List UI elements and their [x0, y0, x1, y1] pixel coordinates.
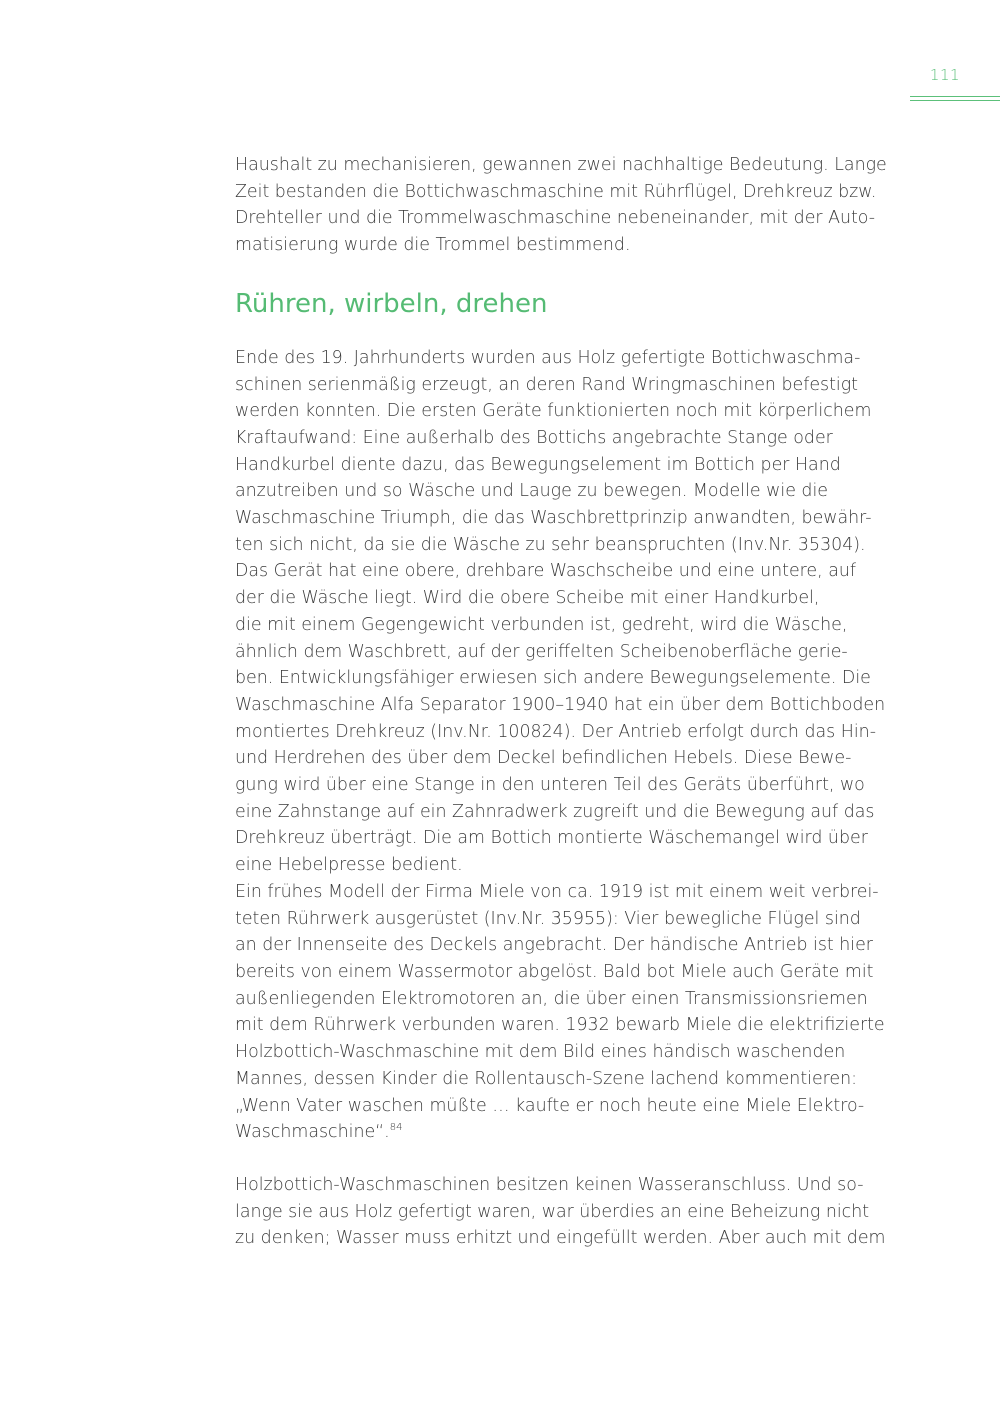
body-paragraph-continued	[235, 1172, 899, 1252]
text-line: ten sich nicht, da sie die Wäsche zu sehr beanspruchten (Inv.Nr. 35304).	[235, 534, 866, 555]
text-line: Waschmaschine Triumph, die das Waschbrettprinzip anwandten, bewähr-	[235, 508, 872, 529]
text-line: Ein frühes Modell der Firma Miele von ca. 1919 ist mit einem weit verbrei-	[235, 881, 879, 902]
paragraph-gap	[235, 1146, 899, 1172]
page-content	[235, 152, 899, 1252]
text-line: eine Hebelpresse bedient.	[235, 855, 463, 876]
text-line: Kraftaufwand: Eine außerhalb des Bottichs angebrachte Stange oder	[235, 427, 833, 448]
last-line-text: Waschmaschine“.	[235, 1122, 390, 1143]
text-line: lange sie aus Holz gefertigt waren, war überdies an eine Beheizung nicht	[235, 1201, 870, 1222]
page-number-rule-bottom	[910, 100, 1000, 101]
text-line: ähnlich dem Waschbrett, auf der geriffelten Scheibenoberfläche gerie-	[235, 641, 848, 662]
page-number: 111	[929, 66, 961, 84]
body-paragraph-main	[235, 345, 899, 1146]
text-line: gung wird über eine Stange in den unteren Teil des Geräts überführt, wo	[235, 775, 865, 796]
text-line: Waschmaschine Alfa Separator 1900–1940 hat ein über dem Bottichboden	[235, 694, 886, 715]
text-line: zu denken; Wasser muss erhitzt und eingefüllt werden. Aber auch mit dem	[235, 1228, 886, 1249]
text-line: die mit einem Gegengewicht verbunden ist, gedreht, wird die Wäsche,	[235, 614, 848, 635]
text-line: bereits von einem Wassermotor abgelöst. Bald bot Miele auch Geräte mit	[235, 961, 874, 982]
text-line: schinen serienmäßig erzeugt, an deren Rand Wringmaschinen befestigt	[235, 374, 859, 395]
text-line: Mannes, dessen Kinder die Rollentausch-Szene lachend kommentieren:	[235, 1068, 858, 1089]
text-line: montiertes Drehkreuz (Inv.Nr. 100824). Der Antrieb erfolgt durch das Hin-	[235, 721, 876, 742]
text-line: Zeit bestanden die Bottichwaschmaschine mit Rührflügel, Drehkreuz bzw.	[235, 181, 877, 202]
text-line: Das Gerät hat eine obere, drehbare Waschscheibe und eine untere, auf	[235, 561, 856, 582]
text-line: Ende des 19. Jahrhunderts wurden aus Holz gefertigte Bottichwaschma-	[235, 347, 861, 368]
text-line: ben. Entwicklungsfähiger erwiesen sich andere Bewegungselemente. Die	[235, 668, 871, 689]
section-heading: Rühren, wirbeln, drehen	[235, 288, 548, 319]
footnote-reference[interactable]: 84	[389, 1122, 403, 1134]
page-number-rule-top	[910, 96, 1000, 97]
text-line: matisierung wurde die Trommel bestimmend.	[235, 235, 631, 256]
text-line: eine Zahnstange auf ein Zahnradwerk zugreift und die Bewegung auf das	[235, 801, 875, 822]
text-line: anzutreiben und so Wäsche und Lauge zu bewegen. Modelle wie die	[235, 481, 829, 502]
text-line-last	[235, 1119, 899, 1146]
text-line: Drehkreuz überträgt. Die am Bottich montierte Wäschemangel wird über	[235, 828, 868, 849]
text-line: der die Wäsche liegt. Wird die obere Scheibe mit einer Handkurbel,	[235, 588, 820, 609]
text-line: mit dem Rührwerk verbunden waren. 1932 bewarb Miele die elektrifizierte	[235, 1015, 885, 1036]
text-line: an der Innenseite des Deckels angebracht. Der händische Antrieb ist hier	[235, 935, 873, 956]
text-line: werden konnten. Die ersten Geräte funktionierten noch mit körperlichem	[235, 401, 872, 422]
intro-paragraph	[235, 152, 899, 259]
text-line: Holzbottich-Waschmaschine mit dem Bild eines händisch waschenden	[235, 1042, 846, 1063]
text-line: Handkurbel diente dazu, das Bewegungselement im Bottich per Hand	[235, 454, 841, 475]
text-line: teten Rührwerk ausgerüstet (Inv.Nr. 35955): Vier bewegliche Flügel sind	[235, 908, 861, 929]
text-line: außenliegenden Elektromotoren an, die über einen Transmissionsriemen	[235, 988, 868, 1009]
text-line: Drehteller und die Trommelwaschmaschine nebeneinander, mit der Auto-	[235, 208, 876, 229]
text-line: Haushalt zu mechanisieren, gewannen zwei nachhaltige Bedeutung. Lange	[235, 155, 887, 175]
text-line: Holzbottich-Waschmaschinen besitzen keinen Wasseranschluss. Und so-	[235, 1174, 864, 1195]
text-line: „Wenn Vater waschen müßte … kaufte er noch heute eine Miele Elektro-	[235, 1095, 865, 1116]
text-line: und Herdrehen des über dem Deckel befindlichen Hebels. Diese Bewe-	[235, 748, 852, 769]
